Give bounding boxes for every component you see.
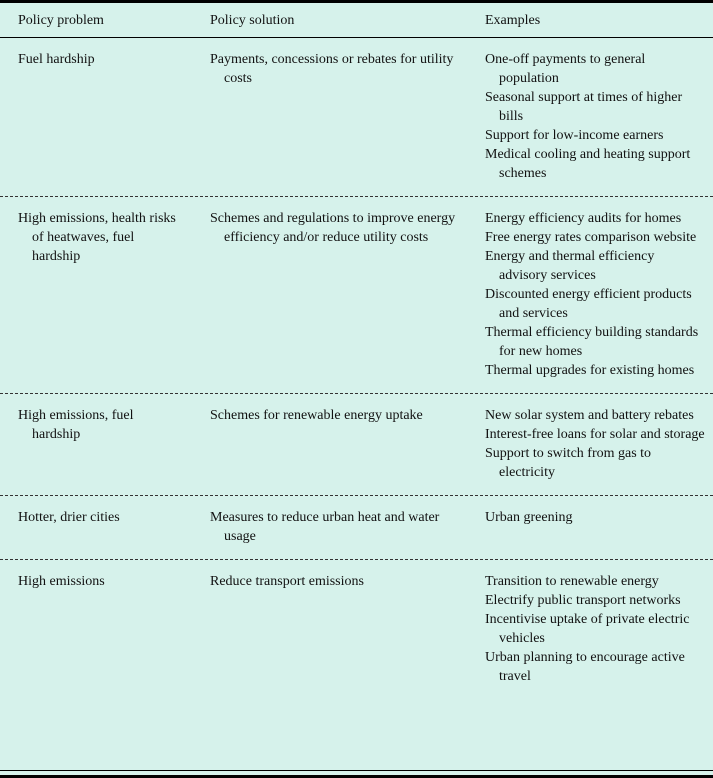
example-item: Interest-free loans for solar and storage	[485, 427, 705, 442]
table-row	[0, 560, 713, 770]
cell-policy-problem	[0, 50, 192, 69]
example-item: Thermal upgrades for existing homes	[485, 363, 695, 378]
table-bottom-rule	[0, 770, 713, 778]
example-item: Incentivise uptake of private electric vehicles	[485, 612, 690, 646]
cell-policy-problem	[0, 209, 192, 266]
column-header-examples: Examples	[485, 13, 541, 28]
example-item: Urban planning to encourage active travel	[485, 650, 685, 684]
example-item: One-off payments to general population	[485, 52, 646, 86]
cell-policy-solution	[192, 209, 467, 247]
policy-problem-text: High emissions, fuel hardship	[18, 408, 134, 442]
table-row	[0, 394, 713, 496]
table-row	[0, 496, 713, 560]
example-item: Support to switch from gas to electricity	[485, 446, 652, 480]
cell-examples	[467, 572, 713, 686]
cell-examples	[467, 508, 713, 527]
example-item: Thermal efficiency building standards for new homes	[485, 325, 699, 359]
cell-examples	[467, 406, 713, 482]
example-item: New solar system and battery rebates	[485, 408, 694, 423]
table-row	[0, 197, 713, 394]
policy-problem-text: Hotter, drier cities	[18, 510, 120, 525]
example-item: Energy and thermal efficiency advisory services	[485, 249, 655, 283]
example-item: Transition to renewable energy	[485, 574, 659, 589]
policy-solution-text: Schemes and regulations to improve energy efficiency and/or reduce utility costs	[210, 211, 456, 245]
example-item: Electrify public transport networks	[485, 593, 681, 608]
policy-problem-text: High emissions, health risks of heatwaves, fuel hardship	[18, 211, 176, 264]
cell-policy-solution	[192, 508, 467, 546]
cell-policy-solution	[192, 50, 467, 88]
column-header-policy-solution: Policy solution	[210, 13, 295, 28]
example-item: Seasonal support at times of higher bills	[485, 90, 683, 124]
example-item: Urban greening	[485, 510, 573, 525]
policy-solution-text: Measures to reduce urban heat and water usage	[210, 510, 440, 544]
cell-policy-problem	[0, 406, 192, 444]
example-item: Discounted energy efficient products and services	[485, 287, 692, 321]
example-item: Medical cooling and heating support schemes	[485, 147, 691, 181]
policy-problem-text: Fuel hardship	[18, 52, 95, 67]
cell-policy-solution	[192, 406, 467, 425]
policy-solution-text: Payments, concessions or rebates for utility costs	[210, 52, 454, 86]
cell-policy-problem	[0, 508, 192, 527]
table-row	[0, 38, 713, 197]
policy-solution-text: Schemes for renewable energy uptake	[210, 408, 423, 423]
policy-solution-text: Reduce transport emissions	[210, 574, 364, 589]
cell-examples	[467, 209, 713, 380]
cell-policy-problem	[0, 572, 192, 591]
example-item: Support for low-income earners	[485, 128, 664, 143]
cell-policy-solution	[192, 572, 467, 591]
example-item: Free energy rates comparison website	[485, 230, 697, 245]
policy-problem-text: High emissions	[18, 574, 105, 589]
column-header-policy-problem: Policy problem	[18, 13, 104, 28]
cell-examples	[467, 50, 713, 183]
table-header-row	[0, 3, 713, 38]
example-item: Energy efficiency audits for homes	[485, 211, 682, 226]
